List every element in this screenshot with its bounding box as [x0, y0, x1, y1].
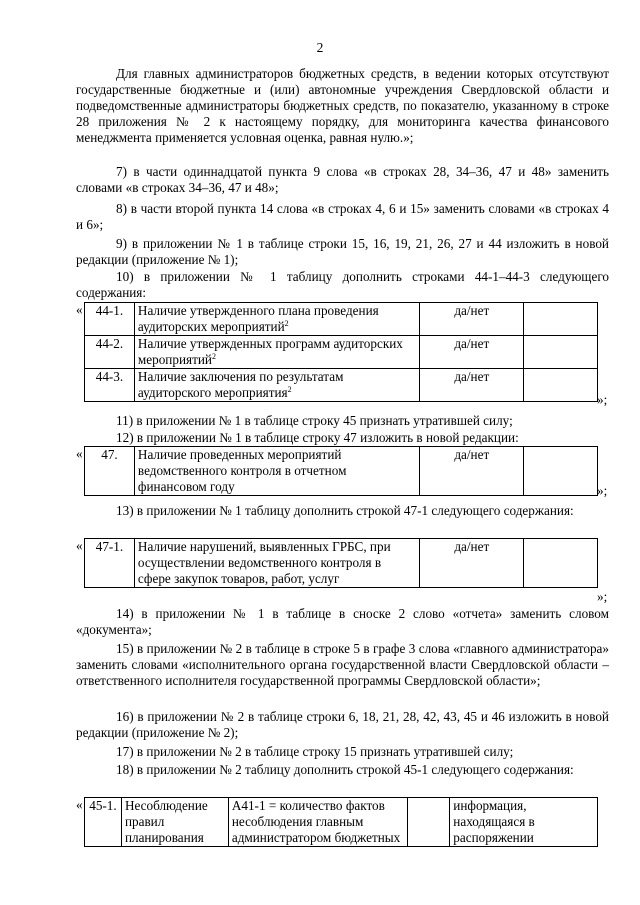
page-number: 2 [316, 40, 324, 55]
quote-open: « [76, 446, 83, 461]
row-value: да/нет [420, 539, 524, 588]
table-row-45-1 [84, 797, 598, 847]
row-number: 44-2. [85, 336, 135, 369]
row-name: Наличие проведенных мероприятий ведомственного контроля в отчетном финансовом году [134, 447, 419, 496]
row-value: да/нет [420, 369, 524, 402]
paragraph-item-17: 17) в приложении № 2 в таблице строку 15 признать утратившей силу; [116, 744, 514, 759]
paragraph-intro: Для главных администраторов бюджетных средств, в ведении которых отсутствуют государственные бюджетные и (или) автономные учреждения Свердловской области и подведомственные администраторы бюджетных средств, по показателю, указанному в строке 28 приложения № 2 к настоящему порядку, для мониторинга качества финансового менеджмента применяется условная оценка, равная нулю.»; [76, 66, 609, 145]
table-row [85, 369, 598, 402]
quote-close: »; [597, 392, 608, 407]
paragraph-item-8: 8) в части второй пункта 14 слова «в строках 4, 6 и 15» заменить словами «в строках 4 и 6»; [76, 201, 609, 232]
table-row-47 [84, 446, 598, 496]
paragraph-item-14: 14) в приложении № 1 в таблице в сноске 2 слово «отчета» заменить словом «документа»; [76, 606, 609, 637]
table-row [85, 336, 598, 369]
row-name: Наличие утвержденных программ аудиторских мероприятий$^2$ [134, 336, 419, 369]
row-name: Наличие нарушений, выявленных ГРБС, при осуществлении ведомственного контроля в сфере закупок товаров, работ, услуг [134, 539, 419, 588]
quote-open: « [76, 302, 83, 317]
table-rows-44 [84, 302, 598, 402]
paragraph-item-7: 7) в части одиннадцатой пункта 9 слова «в строках 28, 34–36, 47 и 48» заменить словами «в строках 34–36, 47 и 48»; [76, 164, 609, 195]
table-row [85, 539, 598, 588]
row-empty [408, 798, 450, 847]
row-source: информация, находящаяся в распоряжении [450, 798, 598, 847]
quote-open: « [76, 797, 83, 812]
footnote-mark: 2 [284, 319, 289, 328]
row-empty [524, 539, 598, 588]
row-value: да/нет [420, 303, 524, 336]
row-empty [524, 369, 598, 402]
row-name: Наличие утвержденного плана проведения аудиторских мероприятий$^2$ [134, 303, 419, 336]
row-number: 44-1. [85, 303, 135, 336]
row-name: Наличие заключения по результатам аудиторского мероприятия$^2$ [134, 369, 419, 402]
paragraph-item-15: 15) в приложении № 2 в таблице в строке 5 в графе 3 слова «главного администратора» заменить словами «исполнительного органа государственной власти Свердловской области – ответственного исполнителя государственной программы Свердловской области»; [76, 641, 609, 688]
row-number: 47. [85, 447, 135, 496]
row-number: 45-1. [85, 798, 122, 847]
row-empty [524, 447, 598, 496]
paragraph-item-10: 10) в приложении № 1 таблицу дополнить строками 44-1–44-3 следующего содержания: [76, 269, 609, 300]
quote-open: « [76, 538, 83, 553]
paragraph-item-16: 16) в приложении № 2 в таблице строки 6, 18, 21, 28, 42, 43, 45 и 46 изложить в новой редакции (приложение № 2); [76, 709, 609, 740]
row-name: Несоблюдение правил планирования [121, 798, 228, 847]
row-number: 47-1. [85, 539, 135, 588]
paragraph-item-18: 18) в приложении № 2 таблицу дополнить строкой 45-1 следующего содержания: [116, 762, 574, 777]
row-empty [524, 303, 598, 336]
table-row [85, 798, 598, 847]
quote-close: »; [597, 589, 608, 604]
paragraph-item-13: 13) в приложении № 1 таблицу дополнить строкой 47-1 следующего содержания: [116, 503, 574, 518]
quote-close: »; [597, 483, 608, 498]
row-value: да/нет [420, 336, 524, 369]
row-empty [524, 336, 598, 369]
row-number: 44-3. [85, 369, 135, 402]
footnote-mark: 2 [211, 352, 216, 361]
table-row [85, 447, 598, 496]
paragraph-item-11: 11) в приложении № 1 в таблице строку 45 признать утратившей силу; [116, 413, 513, 428]
paragraph-item-12: 12) в приложении № 1 в таблице строку 47 изложить в новой редакции: [116, 430, 519, 445]
row-formula: A41-1 = количество фактов несоблюдения главным администратором бюджетных [228, 798, 408, 847]
table-row-47-1 [84, 538, 598, 588]
footnote-mark: 2 [287, 385, 292, 394]
paragraph-item-9: 9) в приложении № 1 в таблице строки 15, 16, 19, 21, 26, 27 и 44 изложить в новой редакции (приложение № 1); [76, 236, 609, 267]
row-value: да/нет [420, 447, 524, 496]
table-row [85, 303, 598, 336]
